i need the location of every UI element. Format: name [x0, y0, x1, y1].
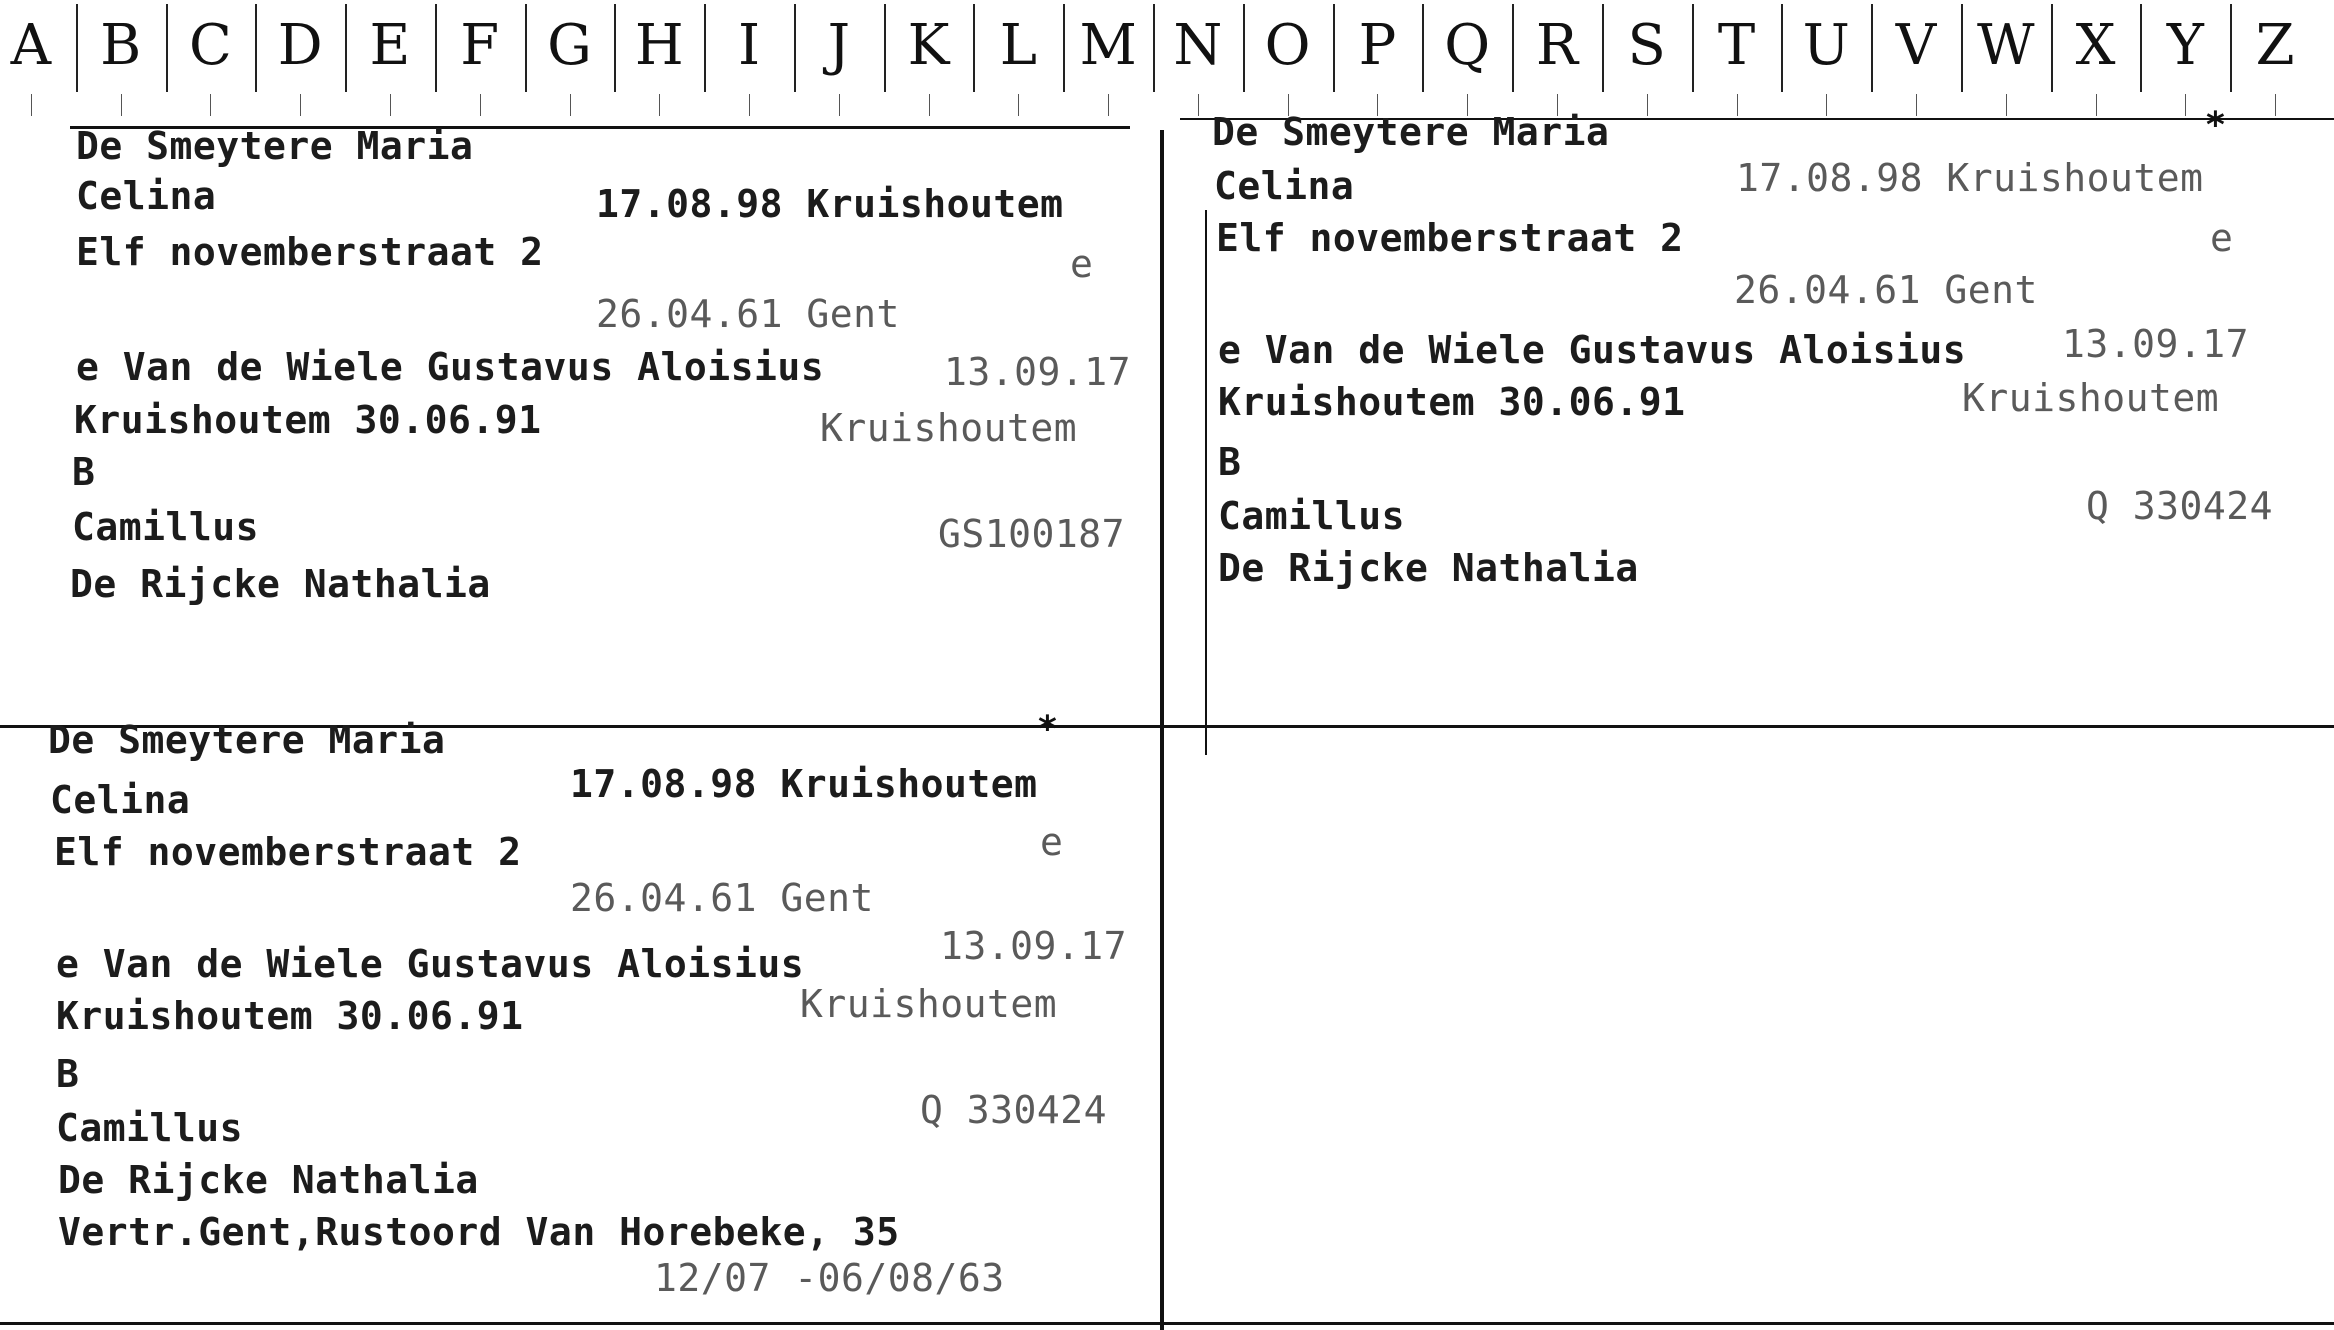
card-given-name: Celina — [50, 778, 191, 822]
index-letter-b: B — [100, 13, 142, 78]
index-tick — [2275, 94, 2276, 116]
card-suffix: e — [2210, 216, 2234, 260]
index-separator — [1781, 4, 1783, 92]
asterisk-mark: * — [1038, 709, 1057, 750]
card-suffix: e — [1040, 820, 1064, 864]
index-letter-l: L — [999, 13, 1037, 78]
index-separator — [973, 4, 975, 92]
card-marriage-place: Kruishoutem — [820, 406, 1078, 450]
index-separator — [2051, 4, 2053, 92]
index-tick — [839, 94, 840, 116]
index-separator — [2230, 4, 2232, 92]
index-tick — [2185, 94, 2186, 116]
index-letter-y: Y — [2166, 13, 2204, 78]
index-separator — [1422, 4, 1424, 92]
card-period: 12/07 -06/08/63 — [654, 1256, 1005, 1300]
card-street: Elf novemberstraat 2 — [1216, 216, 1684, 260]
card-death: 26.04.61 Gent — [596, 292, 900, 336]
index-letter-p: P — [1358, 13, 1397, 78]
card-father: Camillus — [72, 505, 260, 549]
index-letter-r: R — [1535, 13, 1579, 78]
asterisk-mark: * — [2206, 105, 2225, 146]
index-tick — [480, 94, 481, 116]
card-spouse-date: 13.09.17 — [2062, 322, 2250, 366]
index-separator — [614, 4, 616, 92]
index-separator — [1512, 4, 1514, 92]
index-letter-x: X — [2075, 13, 2116, 78]
index-tick — [749, 94, 750, 116]
index-letter-q: Q — [1444, 13, 1491, 78]
index-letter-h: H — [634, 13, 684, 78]
card-death: 26.04.61 Gent — [1734, 268, 2038, 312]
index-tick — [1018, 94, 1019, 116]
bottom-divider — [0, 1322, 2334, 1325]
index-tick — [300, 94, 301, 116]
index-separator — [345, 4, 347, 92]
index-tick — [210, 94, 211, 116]
index-separator — [525, 4, 527, 92]
card-father: Camillus — [56, 1106, 244, 1150]
card-marriage-place: Kruishoutem — [800, 982, 1058, 1026]
card-departure: Vertr.Gent,Rustoord Van Horebeke, 35 — [58, 1210, 900, 1254]
card-marriage: Kruishoutem 30.06.91 — [74, 398, 542, 442]
index-letter-m: M — [1079, 13, 1137, 78]
card-code: Q 330424 — [920, 1088, 1108, 1132]
index-letter-w: W — [1977, 13, 2035, 78]
index-separator — [255, 4, 257, 92]
card-name: De Smeytere Maria — [48, 718, 446, 762]
index-letter-z: Z — [2255, 13, 2295, 78]
index-tick — [1916, 94, 1917, 116]
card-code: Q 330424 — [2086, 484, 2274, 528]
card-spouse: e Van de Wiele Gustavus Aloisius — [76, 345, 825, 389]
index-separator — [2140, 4, 2142, 92]
card-street: Elf novemberstraat 2 — [76, 230, 544, 274]
card-marriage-place: Kruishoutem — [1962, 376, 2220, 420]
index-tick — [1826, 94, 1827, 116]
card-father-initial: B — [56, 1052, 80, 1096]
card-name: De Smeytere Maria — [76, 124, 474, 168]
card-birth: 17.08.98 Kruishoutem — [596, 182, 1064, 226]
index-separator — [1243, 4, 1245, 92]
card-birth: 17.08.98 Kruishoutem — [570, 762, 1038, 806]
index-tick — [659, 94, 660, 116]
index-letter-a: A — [10, 13, 52, 78]
card-father-initial: B — [72, 450, 96, 494]
card-mother: De Rijcke Nathalia — [58, 1158, 479, 1202]
card-mother: De Rijcke Nathalia — [70, 562, 491, 606]
index-tick — [1737, 94, 1738, 116]
index-tick — [1108, 94, 1109, 116]
index-letter-k: K — [907, 13, 950, 78]
card-given-name: Celina — [1214, 164, 1355, 208]
index-letter-t: T — [1717, 13, 1756, 78]
index-tick — [1647, 94, 1648, 116]
index-letter-u: U — [1802, 13, 1850, 78]
card-birth: 17.08.98 Kruishoutem — [1736, 156, 2204, 200]
index-letter-i: I — [737, 13, 761, 78]
card-suffix: e — [1070, 242, 1094, 286]
card-spouse: e Van de Wiele Gustavus Aloisius — [1218, 328, 1967, 372]
index-tick — [929, 94, 930, 116]
card-spouse: e Van de Wiele Gustavus Aloisius — [56, 942, 805, 986]
index-separator — [1692, 4, 1694, 92]
index-letter-c: C — [188, 13, 232, 78]
index-separator — [435, 4, 437, 92]
index-letter-o: O — [1264, 13, 1311, 78]
index-separator — [1961, 4, 1963, 92]
card-spouse-date: 13.09.17 — [944, 350, 1132, 394]
card-given-name: Celina — [76, 174, 217, 218]
index-separator — [1153, 4, 1155, 92]
card-street: Elf novemberstraat 2 — [54, 830, 522, 874]
card-spouse-date: 13.09.17 — [940, 924, 1128, 968]
index-separator — [1602, 4, 1604, 92]
index-letter-g: G — [547, 13, 592, 78]
index-separator — [794, 4, 796, 92]
index-letter-v: V — [1895, 13, 1937, 78]
alphabet-index-strip — [0, 0, 2334, 125]
index-letter-d: D — [277, 13, 323, 78]
card-mother: De Rijcke Nathalia — [1218, 546, 1639, 590]
card-father-initial: B — [1218, 440, 1242, 484]
index-letter-j: J — [827, 13, 851, 78]
card-code: GS100187 — [938, 512, 1126, 556]
index-tick — [1198, 94, 1199, 116]
index-separator — [1333, 4, 1335, 92]
index-letter-f: F — [460, 13, 500, 78]
index-tick — [390, 94, 391, 116]
inner-card-border — [1205, 210, 1207, 755]
index-separator — [166, 4, 168, 92]
index-separator — [76, 4, 78, 92]
index-separator — [884, 4, 886, 92]
index-tick — [2096, 94, 2097, 116]
index-letter-s: S — [1627, 13, 1666, 78]
card-marriage: Kruishoutem 30.06.91 — [1218, 380, 1686, 424]
index-tick — [31, 94, 32, 116]
index-letter-n: N — [1173, 13, 1223, 78]
card-name: De Smeytere Maria — [1212, 110, 1610, 154]
index-separator — [704, 4, 706, 92]
index-letter-e: E — [369, 13, 411, 78]
card-father: Camillus — [1218, 494, 1406, 538]
card-death: 26.04.61 Gent — [570, 876, 874, 920]
index-separator — [1871, 4, 1873, 92]
card-marriage: Kruishoutem 30.06.91 — [56, 994, 524, 1038]
index-tick — [570, 94, 571, 116]
vertical-divider — [1160, 130, 1164, 1330]
index-tick — [121, 94, 122, 116]
index-tick — [2006, 94, 2007, 116]
index-separator — [1063, 4, 1065, 92]
